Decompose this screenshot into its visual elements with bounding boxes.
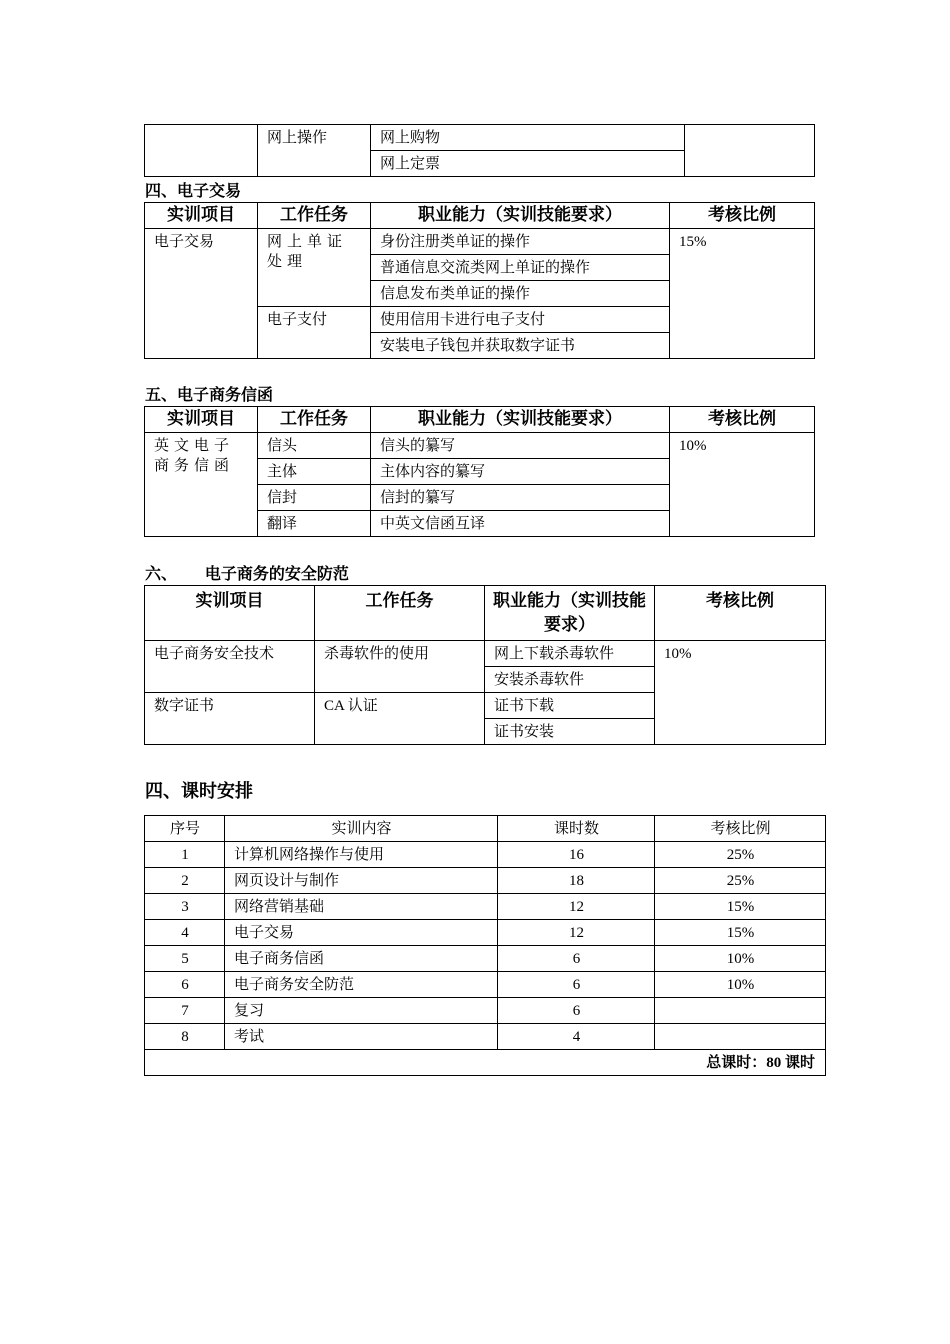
row-no: 7 <box>145 998 225 1024</box>
security-table <box>144 585 826 745</box>
row-no: 3 <box>145 894 225 920</box>
header-task: 工作任务 <box>258 203 371 229</box>
header-ratio: 考核比例 <box>670 407 815 433</box>
letters-table <box>144 406 815 537</box>
ratio-cell: 15% <box>670 229 815 359</box>
header-project: 实训项目 <box>145 586 315 641</box>
task-cell: 信封 <box>258 485 371 511</box>
ability-cell: 网上定票 <box>371 151 685 177</box>
row-hours: 16 <box>498 842 655 868</box>
header-ability: 职业能力（实训技能要求） <box>371 407 670 433</box>
ratio-cell: 10% <box>655 641 826 745</box>
row-no: 5 <box>145 946 225 972</box>
row-ratio <box>655 998 826 1024</box>
ratio-cell: 10% <box>670 433 815 537</box>
total-hours: 总课时：80 课时 <box>145 1050 826 1076</box>
continued-table <box>144 124 815 177</box>
row-hours: 6 <box>498 998 655 1024</box>
row-no: 2 <box>145 868 225 894</box>
row-hours: 4 <box>498 1024 655 1050</box>
row-no: 4 <box>145 920 225 946</box>
row-no: 1 <box>145 842 225 868</box>
table-row <box>145 972 826 998</box>
header-ability: 职业能力（实训技能要求） <box>371 203 670 229</box>
ability-cell: 安装电子钱包并获取数字证书 <box>371 333 670 359</box>
table-row <box>145 998 826 1024</box>
header-ratio: 考核比例 <box>655 816 826 842</box>
header-project: 实训项目 <box>145 203 258 229</box>
task-cell: 主体 <box>258 459 371 485</box>
row-ratio: 15% <box>655 894 826 920</box>
task-cell: 电子支付 <box>258 307 371 359</box>
ability-cell: 信头的纂写 <box>371 433 670 459</box>
e-trade-table <box>144 202 815 359</box>
row-hours: 18 <box>498 868 655 894</box>
ability-cell: 信息发布类单证的操作 <box>371 281 670 307</box>
row-content: 网页设计与制作 <box>225 868 498 894</box>
table-row <box>145 868 826 894</box>
row-no: 6 <box>145 972 225 998</box>
row-content: 电子交易 <box>225 920 498 946</box>
table-row <box>145 894 826 920</box>
task-cell: 翻译 <box>258 511 371 537</box>
task-cell: 信头 <box>258 433 371 459</box>
row-content: 电子商务安全防范 <box>225 972 498 998</box>
ability-cell: 安装杀毒软件 <box>485 667 655 693</box>
row-content: 网络营销基础 <box>225 894 498 920</box>
row-ratio <box>655 1024 826 1050</box>
header-task: 工作任务 <box>258 407 371 433</box>
row-content: 复习 <box>225 998 498 1024</box>
row-hours: 12 <box>498 894 655 920</box>
row-ratio: 25% <box>655 842 826 868</box>
row-ratio: 25% <box>655 868 826 894</box>
project-cell: 电子交易 <box>145 229 258 359</box>
task-cell: 网上操作 <box>258 125 371 177</box>
ratio-cell <box>685 125 815 177</box>
header-task: 工作任务 <box>315 586 485 641</box>
row-ratio: 10% <box>655 946 826 972</box>
task-cell: 网上单证处理 <box>258 229 371 307</box>
ability-cell: 证书下载 <box>485 693 655 719</box>
section-title-letters: 五、电子商务信函 <box>145 385 274 404</box>
table-row <box>145 842 826 868</box>
ability-cell: 中英文信函互译 <box>371 511 670 537</box>
ability-cell: 主体内容的纂写 <box>371 459 670 485</box>
row-content: 计算机网络操作与使用 <box>225 842 498 868</box>
section-title-security: 六、 电子商务的安全防范 <box>145 564 349 583</box>
project-cell: 英文电子商务信函 <box>145 433 258 537</box>
task-cell: 杀毒软件的使用 <box>315 641 485 693</box>
project-cell <box>145 125 258 177</box>
project-cell: 电子商务安全技术 <box>145 641 315 693</box>
ability-cell: 网上下载杀毒软件 <box>485 641 655 667</box>
header-project: 实训项目 <box>145 407 258 433</box>
project-cell: 数字证书 <box>145 693 315 745</box>
schedule-table <box>144 815 826 1076</box>
ability-cell: 身份注册类单证的操作 <box>371 229 670 255</box>
row-hours: 12 <box>498 920 655 946</box>
row-ratio: 15% <box>655 920 826 946</box>
row-ratio: 10% <box>655 972 826 998</box>
section-title-e-trade: 四、电子交易 <box>145 181 242 200</box>
row-no: 8 <box>145 1024 225 1050</box>
task-cell: CA 认证 <box>315 693 485 745</box>
header-no: 序号 <box>145 816 225 842</box>
header-ratio: 考核比例 <box>655 586 826 641</box>
ability-cell: 信封的纂写 <box>371 485 670 511</box>
table-row <box>145 920 826 946</box>
header-ratio: 考核比例 <box>670 203 815 229</box>
row-hours: 6 <box>498 972 655 998</box>
section-title-schedule: 四、课时安排 <box>145 781 253 802</box>
row-content: 考试 <box>225 1024 498 1050</box>
ability-cell: 普通信息交流类网上单证的操作 <box>371 255 670 281</box>
header-ability: 职业能力（实训技能要求） <box>485 586 655 641</box>
row-hours: 6 <box>498 946 655 972</box>
header-content: 实训内容 <box>225 816 498 842</box>
table-row <box>145 1024 826 1050</box>
table-row <box>145 946 826 972</box>
ability-cell: 使用信用卡进行电子支付 <box>371 307 670 333</box>
ability-cell: 网上购物 <box>371 125 685 151</box>
row-content: 电子商务信函 <box>225 946 498 972</box>
ability-cell: 证书安装 <box>485 719 655 745</box>
header-hours: 课时数 <box>498 816 655 842</box>
